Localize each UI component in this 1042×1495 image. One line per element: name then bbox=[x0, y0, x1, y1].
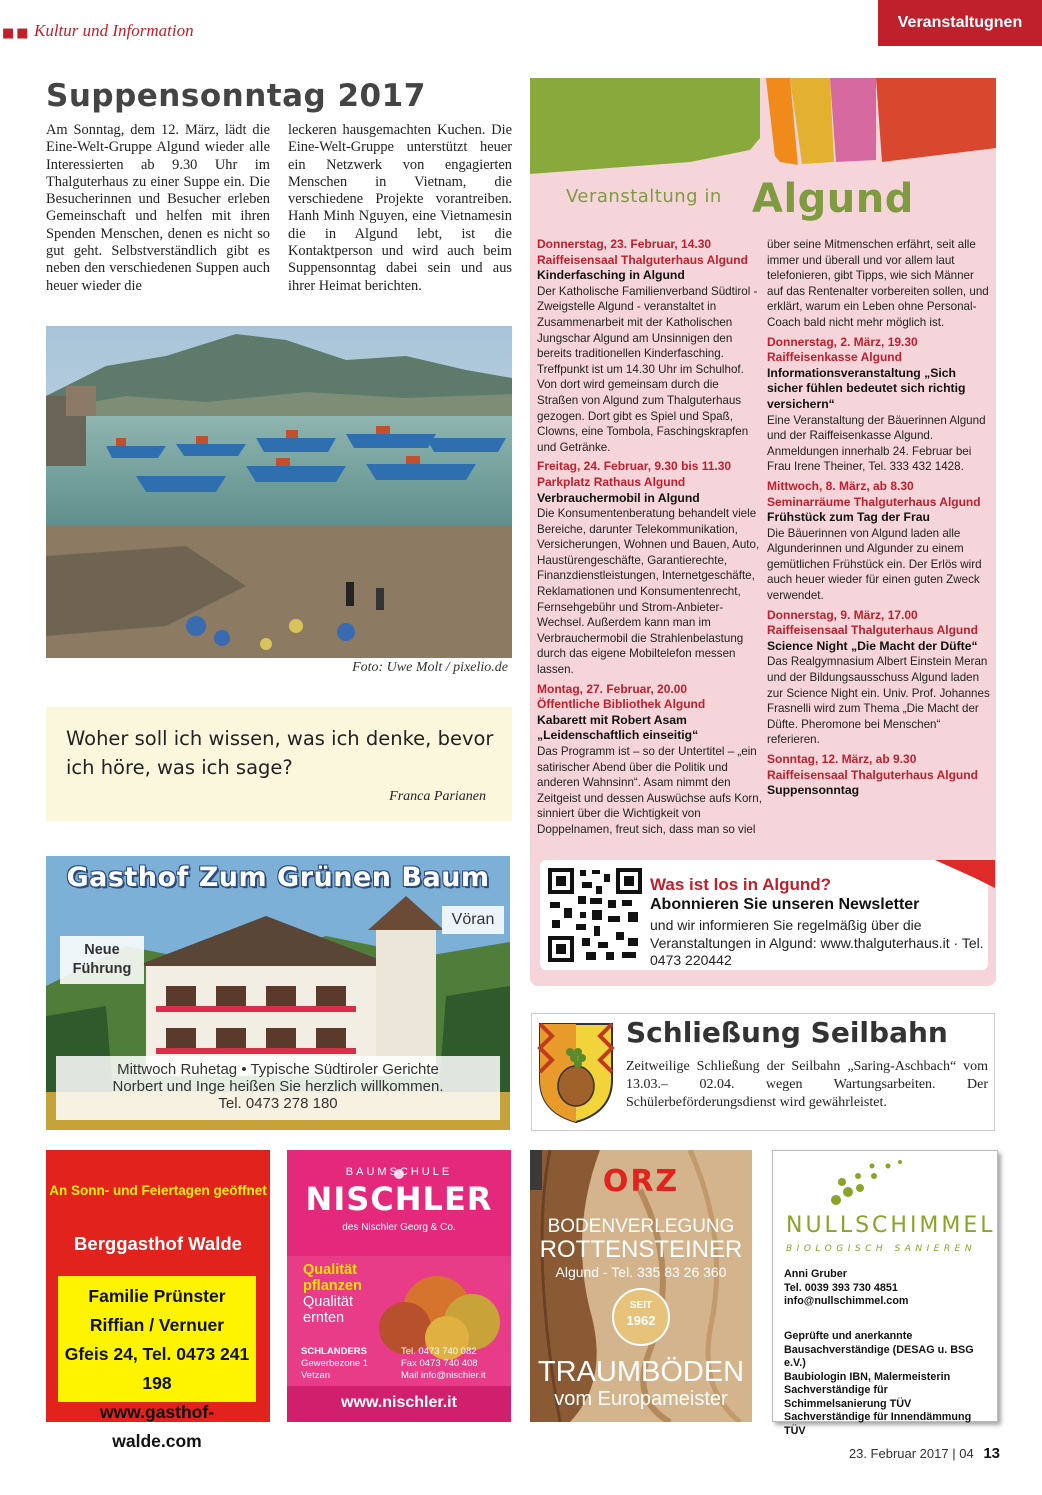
nischler-slogan-line: Qualität bbox=[303, 1262, 357, 1278]
gasthof-title: Gasthof Zum Grünen Baum bbox=[66, 862, 490, 893]
nischler-pre: BAUMSCHULE bbox=[345, 1166, 453, 1178]
nullschimmel-desc-line: Geprüfte und anerkannte Bausachverständige (DESAG u. BSG e.V.) bbox=[784, 1330, 974, 1369]
footer-date: 23. Februar 2017 bbox=[848, 1446, 949, 1461]
gasthof-ad bbox=[46, 856, 510, 1130]
newsletter-subheadline: Abonnieren Sie unseren Newsletter bbox=[650, 896, 920, 913]
nischler-slogan-line: Qualität bbox=[303, 1294, 353, 1310]
newsletter-headline: Was ist los in Algund? bbox=[650, 875, 832, 894]
walde-name: Berggasthof Walde bbox=[74, 1233, 242, 1254]
event-place: Parkplatz Rathaus Algund bbox=[537, 474, 686, 489]
event-date: Montag, 27. Februar, 20.00 bbox=[537, 681, 688, 696]
harbor-photo-illustration bbox=[46, 326, 512, 658]
header-squares: ■■ bbox=[2, 26, 31, 41]
nischler-town: SCHLANDERS bbox=[301, 1346, 367, 1357]
event-place: Raiffeisenkasse Algund bbox=[767, 350, 902, 365]
nischler-slogan bbox=[303, 1262, 413, 1326]
photo-credit: Foto: Uwe Molt / pixelio.de bbox=[352, 660, 508, 675]
newsletter-corner-flag bbox=[935, 860, 995, 890]
nullschimmel-dots-logo bbox=[830, 1158, 920, 1208]
qr-code-icon[interactable] bbox=[546, 866, 644, 964]
nullschimmel-logo: NULLSCHIMMEL bbox=[786, 1213, 996, 1238]
rottensteiner-headline: TRAUMBÖDEN bbox=[537, 1356, 745, 1388]
newsletter-text: und wir informieren Sie regelmäßig über die Veranstaltungen in Algund: www.thalguterhaus.it · Tel. 0473 220442 bbox=[650, 917, 984, 968]
event-text: Das Realgymnasium Albert Einstein Meran und der Bildungsausschuss Algund laden zur Science Night ein. Univ. Prof. Johannes Frasnelli wird zum Thema „Die Macht der Düfte. Pheromone bei Menschen“ referieren. bbox=[767, 655, 990, 747]
footer-issue: 04 bbox=[959, 1446, 974, 1461]
events-column-2 bbox=[767, 237, 993, 803]
nischler-street: Gewerbezone 1 bbox=[301, 1358, 369, 1369]
event-date: Donnerstag, 23. Februar, 14.30 bbox=[537, 237, 712, 251]
walde-info-lines bbox=[58, 1282, 256, 1456]
event-date: Sonntag, 12. März, ab 9.30 bbox=[767, 752, 917, 766]
nullschimmel-description bbox=[784, 1330, 989, 1438]
harbor-photo bbox=[46, 326, 512, 658]
event-title: Frühstück zum Tag der Frau bbox=[767, 510, 930, 525]
page-number: 13 bbox=[983, 1445, 1000, 1462]
nullschimmel-contact-name: Anni Gruber bbox=[784, 1268, 847, 1280]
nullschimmel-contact bbox=[784, 1268, 989, 1309]
event-continuation: über seine Mitmenschen erfährt, seit alle immer und überall und vor allem laut telefonieren, gibt Tipps, wie sich Männer auf das Rentenalter vorbereiten sollen, und erklärt, warum ein Leben ohne Personal-Coach bald nicht mehr möglich ist. bbox=[767, 238, 989, 329]
section-title: Kultur und Information bbox=[34, 21, 194, 40]
walde-opening-note: An Sonn- und Feiertagen geöffnet bbox=[49, 1183, 267, 1198]
event-place: Raiffeisensaal Thalguterhaus Algund bbox=[537, 252, 748, 267]
gasthof-place: Vöran bbox=[442, 906, 504, 934]
nullschimmel-contact-email[interactable]: info@nullschimmel.com bbox=[784, 1295, 909, 1307]
nullschimmel-desc-line: Sachverständige für Schimmelsanierung TÜV bbox=[784, 1384, 912, 1410]
events-town: Algund bbox=[752, 176, 914, 222]
event-place: Raiffeisensaal Thalguterhaus Algund bbox=[767, 623, 978, 638]
nischler-slogan-line: ernten bbox=[303, 1310, 345, 1326]
nischler-fax: Fax 0473 740 408 bbox=[401, 1358, 478, 1369]
nischler-contact bbox=[401, 1346, 509, 1382]
nischler-address bbox=[301, 1346, 401, 1382]
rottensteiner-line-1: BODENVERLEGUNG bbox=[547, 1216, 735, 1237]
event-date: Freitag, 24. Februar, 9.30 bis 11.30 bbox=[537, 459, 732, 474]
event-text: Der Katholische Familienverband Südtirol - Zweigstelle Algund - veranstaltet in Zusammenarbeit mit der Katholischen Jungschar Algund am Unsinnigen den bereits traditionellen Kinderfasching. Treffpunkt ist um 14.30 Uhr im Schulhof. Von dort wird gemeinsam durch die Straßen von Algund zum Thalguterhaus gezogen. Dort gibt es Spiel und Spaß, Clowns, eine Tombola, Faschingskrapfen und Getränke. bbox=[537, 284, 758, 454]
event-date: Mittwoch, 8. März, ab 8.30 bbox=[767, 478, 914, 493]
quote-text: Woher soll ich wissen, was ich denke, bevor ich höre, was ich sage? bbox=[66, 727, 494, 779]
event-text: Die Konsumentenberatung behandelt viele Bereiche, darunter Telekommunikation, Versicherungen, Wohnen und Bauen, Auto, Haustürengeschäfte, Garantierechte, Finanzdienstleistungen, Internetgeschäfte, Reklamationen und Konsumentenrecht, Fernsehgebühr und Strom-Anbieter-Wechsel. Außerdem kann man im Verbrauchermobil die Strahlenbelastung durch das eigene Mobiltelefon messen lassen. bbox=[537, 507, 760, 677]
gasthof-badge: Neue Führung bbox=[60, 936, 144, 984]
nullschimmel-desc-line: Sachverständige für Innendämmung TÜV bbox=[784, 1411, 972, 1437]
article-column-2: leckeren hausgemachten Kuchen. Die Eine-Welt-Gruppe unterstützt heuer ein Netzwerk von engagierten Menschen in Vietnam, die verschiedene Projekte vorantreiben. Hanh Minh Nguyen, eine Vietnamesin die in Algund lebt, ist die Kontaktperson und wird auch beim Suppensonntag dabei sein und aus ihrer Heimat berichten. bbox=[288, 122, 512, 294]
nischler-web[interactable]: www.nischler.it bbox=[341, 1394, 457, 1411]
nullschimmel-sub: BIOLOGISCH SANIEREN bbox=[786, 1244, 977, 1254]
nischler-owner: des Nischler Georg & Co. bbox=[342, 1222, 456, 1233]
event-title: Science Night „Die Macht der Düfte“ bbox=[767, 638, 978, 653]
page-footer bbox=[790, 1445, 1000, 1462]
article-column-1: Am Sonntag, dem 12. März, lädt die Eine-Welt-Gruppe Algund wieder alle Interessierten ab 9.30 Uhr im Thalguterhaus zu einer Suppe ein. Die Besucherinnen und Besucher erleben Gemeinschaft und helfen mit ihren Spenden Menschen, denen es nicht so gut geht. Selbstverständlich gibt es neben den verschiedenen Suppen auch heuer wieder die bbox=[46, 122, 270, 294]
article-title: Suppensonntag 2017 bbox=[46, 78, 426, 114]
event-title: Suppensonntag bbox=[767, 783, 860, 798]
rottensteiner-sub: vom Europameister bbox=[554, 1388, 728, 1410]
rottensteiner-ad bbox=[530, 1150, 752, 1422]
event-place: Raiffeisensaal Thalguterhaus Algund bbox=[767, 767, 978, 782]
event-date: Donnerstag, 9. März, 17.00 bbox=[767, 607, 918, 622]
seilbahn-title: Schließung Seilbahn bbox=[626, 1016, 948, 1049]
gasthof-line-3: Tel. 0473 278 180 bbox=[218, 1095, 338, 1112]
nischler-ad bbox=[287, 1150, 511, 1422]
nischler-slogan-line: pflanzen bbox=[303, 1278, 362, 1294]
walde-line[interactable]: www.gasthof-walde.com bbox=[99, 1402, 215, 1451]
gasthof-line-1: Mittwoch Ruhetag • Typische Südtiroler Gerichte bbox=[117, 1061, 439, 1078]
gasthof-line-2: Norbert und Inge heißen Sie herzlich willkommen. bbox=[112, 1078, 444, 1095]
event-item bbox=[537, 459, 763, 677]
event-item bbox=[537, 682, 763, 838]
walde-line: Familie Prünster bbox=[88, 1286, 226, 1306]
event-item bbox=[767, 752, 993, 799]
footer-separator: | bbox=[952, 1446, 960, 1461]
gasthof-info bbox=[56, 1056, 500, 1120]
nischler-mail[interactable]: Mail info@nischler.it bbox=[401, 1370, 486, 1381]
rottensteiner-logo: ORZ bbox=[602, 1164, 680, 1199]
event-place: Öffentliche Bibliothek Algund bbox=[537, 697, 706, 712]
event-item bbox=[767, 479, 993, 604]
event-title: Kabarett mit Robert Asam „Leidenschaftlich einseitig“ bbox=[537, 712, 699, 743]
rottensteiner-seit: SEIT bbox=[629, 1300, 653, 1311]
rottensteiner-line-2: ROTTENSTEINER bbox=[539, 1236, 743, 1263]
event-title: Kinderfasching in Algund bbox=[537, 268, 685, 283]
seilbahn-text: Zeitweilige Schließung der Seilbahn „Saring-Aschbach“ vom 13.03.– 02.04. wegen Wartungsarbeiten. Der Schülerbeförderungsdienst wird gewährleistet. bbox=[626, 1059, 988, 1110]
event-title: Informationsveranstaltung „Sich sicher fühlen bedeutet sich richtig versichern“ bbox=[767, 365, 966, 411]
category-tab: Veranstaltugnen bbox=[878, 0, 1042, 46]
events-column-1 bbox=[537, 237, 763, 842]
nullschimmel-desc-line: Baubiologin IBN, Malermeisterin bbox=[784, 1370, 951, 1383]
events-intro: Veranstaltung in bbox=[566, 186, 722, 207]
rottensteiner-phone: Algund - Tel. 335 83 26 360 bbox=[555, 1264, 727, 1280]
event-text: Eine Veranstaltung der Bäuerinnen Algund und der Raiffeisenkasse Algund. Anmeldungen innerhalb 24. Februar bei Frau Irene Theiner, Tel. 333 432 1428. bbox=[767, 413, 986, 474]
nischler-tel: Tel. 0473 740 082 bbox=[401, 1346, 477, 1357]
event-item bbox=[767, 335, 993, 475]
nischler-name: NISCHLER bbox=[305, 1180, 493, 1218]
event-item bbox=[767, 608, 993, 748]
event-text: Das Programm ist – so der Untertitel – „ein satirischer Abend über die Politik und anderen Wahnsinn“. Asam nimmt den Zeitgeist und dessen Auswüchse aufs Korn, sinniert über die Wichtigkeit von Doppelnamen, freut sich, dass man so viel bbox=[537, 745, 762, 836]
nischler-village: Vetzan bbox=[301, 1370, 331, 1381]
event-date: Donnerstag, 2. März, 19.30 bbox=[767, 334, 918, 349]
event-text: Die Bäuerinnen von Algund laden alle Algunderinnen und Algunder zu einem gemütlichen Frühstück ein. Der Erlös wird auch heuer wieder für einen guten Zweck verwendet. bbox=[767, 526, 982, 603]
walde-line: Gfeis 24, Tel. 0473 241 198 bbox=[64, 1344, 250, 1393]
event-item bbox=[537, 237, 763, 455]
nullschimmel-contact-phone: Tel. 0039 393 730 4851 bbox=[784, 1281, 898, 1294]
quote-author: Franca Parianen bbox=[389, 789, 486, 804]
event-place: Seminarräume Thalguterhaus Algund bbox=[767, 494, 981, 509]
rottensteiner-year: 1962 bbox=[626, 1313, 656, 1328]
walde-line: Riffian / Vernuer bbox=[89, 1315, 225, 1335]
event-title: Verbrauchermobil in Algund bbox=[537, 490, 700, 505]
algund-coat-of-arms-icon bbox=[536, 1020, 616, 1124]
